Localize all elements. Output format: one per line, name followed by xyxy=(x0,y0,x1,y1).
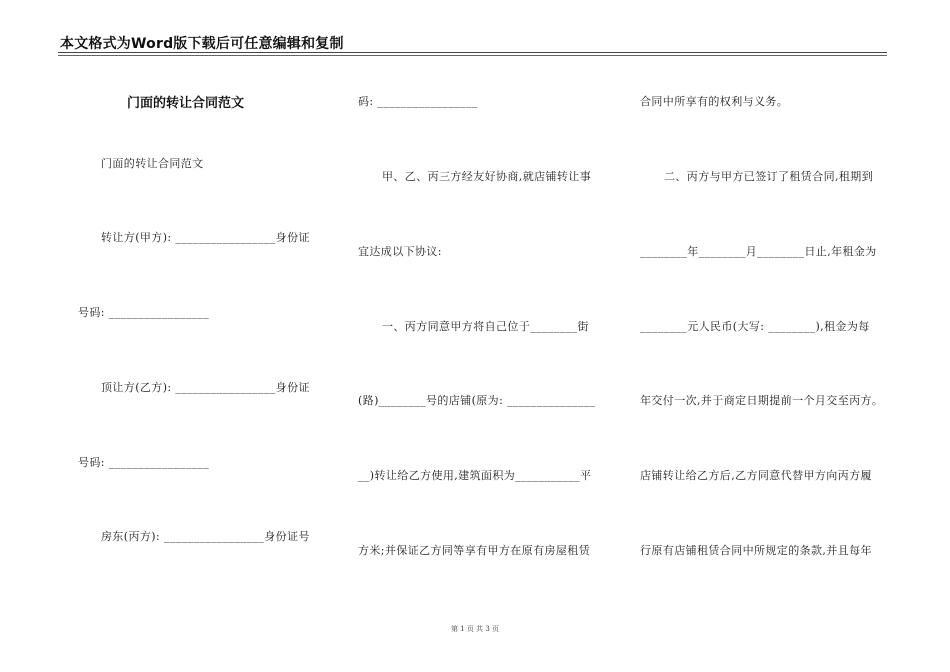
paragraph-line: 房东(丙方): _________________身份证号 xyxy=(101,530,310,543)
paragraph-line: 年交付一次,并于商定日期提前一个月交至丙方。 xyxy=(640,394,884,407)
paragraph-line: 一、丙方同意甲方将自己位于________街 xyxy=(382,320,589,333)
paragraph-line: 码: _________________ xyxy=(358,95,478,108)
header-rule-thin xyxy=(58,55,887,56)
paragraph-line: 门面的转让合同范文 xyxy=(101,157,204,170)
paragraph-line: 行原有店铺租赁合同中所规定的条款,并且每年 xyxy=(640,544,872,557)
document-title: 门面的转让合同范文 xyxy=(127,96,245,111)
header-rule xyxy=(58,52,887,53)
paragraph-line: 号码: _________________ xyxy=(78,456,210,469)
paragraph-line: 号码: _________________ xyxy=(78,306,210,319)
paragraph-line: 二、丙方与甲方已签订了租赁合同,租期到 xyxy=(664,170,874,183)
paragraph-line: 转让方(甲方): _________________身份证 xyxy=(101,231,310,244)
paragraph-line: 店铺转让给乙方后,乙方同意代替甲方向丙方履 xyxy=(640,469,872,482)
paragraph-line: ________元人民币(大写: ________),租金为每 xyxy=(640,320,870,333)
paragraph-line: 合同中所享有的权利与义务。 xyxy=(640,95,789,108)
paragraph-line: __)转让给乙方使用,建筑面积为___________平 xyxy=(358,469,592,482)
paragraph-line: 宜达成以下协议: xyxy=(358,245,442,258)
header-text: 本文格式为Word版下载后可任意编辑和复制 xyxy=(60,36,344,52)
page-number: 第 1 页 共 3 页 xyxy=(450,625,500,633)
paragraph-line: 甲、乙、丙三方经友好协商,就店铺转让事 xyxy=(382,170,592,183)
paragraph-line: 顶让方(乙方): _________________身份证 xyxy=(101,381,310,394)
paragraph-line: (路)________号的店铺(原为: _______________ xyxy=(358,394,596,407)
paragraph-line: ________年________月________日止,年租金为 xyxy=(640,245,877,258)
paragraph-line: 方米;并保证乙方同等享有甲方在原有房屋租赁 xyxy=(358,544,591,557)
